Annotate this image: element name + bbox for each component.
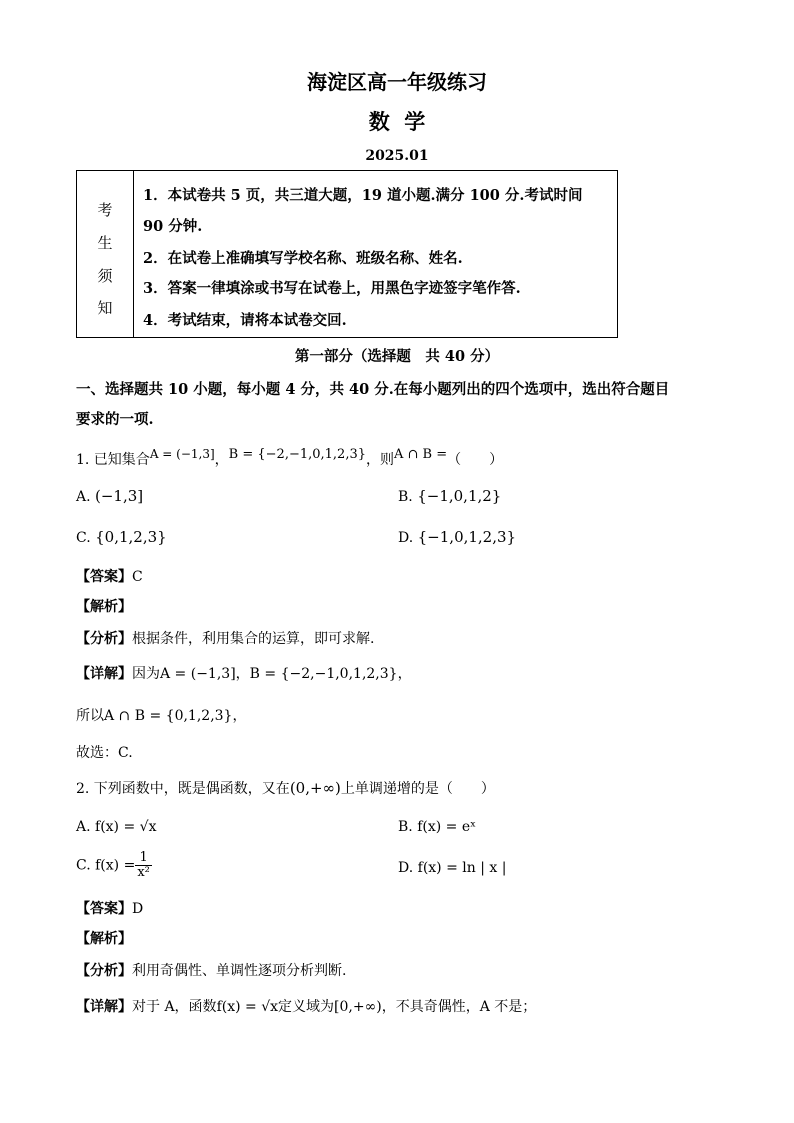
q1-expr: A ∩ B = xyxy=(394,447,448,462)
detail-text: ， xyxy=(397,666,412,682)
q1-conclusion xyxy=(76,705,246,725)
option-label: B. xyxy=(398,489,413,505)
option-value: f(x) = ln | x | xyxy=(417,860,507,876)
q2-interval: (0,+∞) xyxy=(289,779,341,797)
q1-answer xyxy=(76,566,143,586)
notice-heading xyxy=(77,171,134,337)
q1-stem xyxy=(76,449,503,469)
notice-item: 2．在试卷上准确填写学校名称、班级名称、姓名. xyxy=(143,250,463,267)
detail-text: ，不具奇偶性，A 不是； xyxy=(381,999,537,1015)
detail-text: ， xyxy=(235,666,250,682)
q2-option-d xyxy=(398,860,506,876)
q1-stem-prefix: 1. 已知集合 xyxy=(76,452,150,468)
detail-text: 所以 xyxy=(76,708,104,724)
detail-text: 因为 xyxy=(132,666,160,682)
answer-label: 【答案】 xyxy=(76,569,132,585)
option-label: C. xyxy=(76,530,91,546)
notice-heading-char: 须 xyxy=(97,267,113,285)
part1-instruction: 一、选择题共 10 小题，每小题 4 分，共 40 分.在每小题列出的四个选项中，选出符合题目 xyxy=(76,381,670,398)
notice-item: 3．答案一律填涂或书写在试卷上，用黑色字迹签字笔作答. xyxy=(143,280,521,297)
q1-detail xyxy=(76,663,412,683)
notice-heading-char: 生 xyxy=(97,234,113,252)
notice-box xyxy=(76,170,618,338)
q2-answer xyxy=(76,898,143,918)
q2-option-a xyxy=(76,819,156,835)
exam-title: 海淀区高一年级练习 xyxy=(307,70,487,94)
option-label: A. xyxy=(76,489,91,505)
q1-fenxi xyxy=(76,628,374,648)
option-value: f(x) = eˣ xyxy=(417,819,477,835)
option-value: f(x) = √x xyxy=(95,819,157,835)
detail-math: f(x) = √x xyxy=(216,999,279,1015)
detail-math: A = (−1,3] xyxy=(160,666,236,682)
answer-label: 【答案】 xyxy=(76,901,132,917)
notice-heading-char: 考 xyxy=(97,201,113,219)
option-value: f(x) = xyxy=(95,857,136,874)
q1-paren: （ ） xyxy=(447,452,504,468)
fenxi-label: 【分析】 xyxy=(76,631,132,647)
detail-math: A ∩ B = {0,1,2,3} xyxy=(104,708,233,724)
q2-stem xyxy=(76,778,495,798)
detail-text: 对于 A，函数 xyxy=(132,999,217,1015)
detail-text: 定义域为 xyxy=(278,999,335,1015)
notice-heading-char: 知 xyxy=(97,299,113,317)
answer-value: C xyxy=(132,569,143,585)
fenxi-label: 【分析】 xyxy=(76,963,132,979)
detail-label: 【详解】 xyxy=(76,666,132,682)
option-label: D. xyxy=(398,860,414,876)
q2-stem-suffix: 上单调递增的是（ ） xyxy=(340,781,495,797)
option-label: A. xyxy=(76,819,91,835)
fenxi-text: 利用奇偶性、单调性逐项分析判断. xyxy=(132,963,347,979)
option-label: C. xyxy=(76,857,91,874)
notice-item: 4．考试结束，请将本试卷交回. xyxy=(143,312,347,329)
q1-option-d xyxy=(398,528,516,546)
notice-item: 90 分钟. xyxy=(143,218,203,235)
detail-math: B = {−2,−1,0,1,2,3} xyxy=(249,666,398,682)
answer-value: D xyxy=(132,901,144,917)
q1-set-a: A = (−1,3] xyxy=(149,447,215,461)
exam-date: 2025.01 xyxy=(365,148,429,164)
fraction-numerator: 1 xyxy=(135,851,152,866)
q1-option-a xyxy=(76,487,143,505)
option-label: B. xyxy=(398,819,413,835)
q2-analysis-label: 【解析】 xyxy=(76,931,132,947)
notice-item: 1．本试卷共 5 页，共三道大题，19 道小题.满分 100 分.考试时间 xyxy=(143,187,583,204)
q2-option-c xyxy=(76,851,152,880)
option-label: D. xyxy=(398,530,414,546)
detail-math: [0,+∞) xyxy=(334,999,382,1015)
part1-heading: 第一部分（选择题 共 40 分） xyxy=(294,348,500,365)
option-value: {−1,0,1,2} xyxy=(417,487,502,505)
q1-stem-mid: ，则 xyxy=(366,452,394,468)
subject-title: 数 学 xyxy=(368,109,426,134)
q2-fenxi xyxy=(76,960,346,980)
q2-stem-prefix: 2. 下列函数中，既是偶函数，又在 xyxy=(76,781,290,797)
fenxi-text: 根据条件，利用集合的运算，即可求解. xyxy=(132,631,375,647)
part1-instruction-cont: 要求的一项. xyxy=(76,411,154,428)
option-value: (−1,3] xyxy=(95,487,144,505)
q2-detail xyxy=(76,996,536,1016)
q1-sep: ， xyxy=(214,452,229,468)
option-value: {0,1,2,3} xyxy=(95,528,167,546)
detail-text: ， xyxy=(232,708,247,724)
q1-option-c xyxy=(76,528,167,546)
option-value: {−1,0,1,2,3} xyxy=(417,528,517,546)
q1-choose: 故选：C. xyxy=(76,745,133,761)
fraction xyxy=(135,851,152,880)
detail-label: 【详解】 xyxy=(76,999,132,1015)
q1-analysis-label: 【解析】 xyxy=(76,599,132,615)
q2-option-b xyxy=(398,819,476,835)
fraction-denominator: x² xyxy=(137,865,150,880)
q1-option-b xyxy=(398,487,501,505)
q1-set-b: B = {−2,−1,0,1,2,3} xyxy=(228,447,366,462)
